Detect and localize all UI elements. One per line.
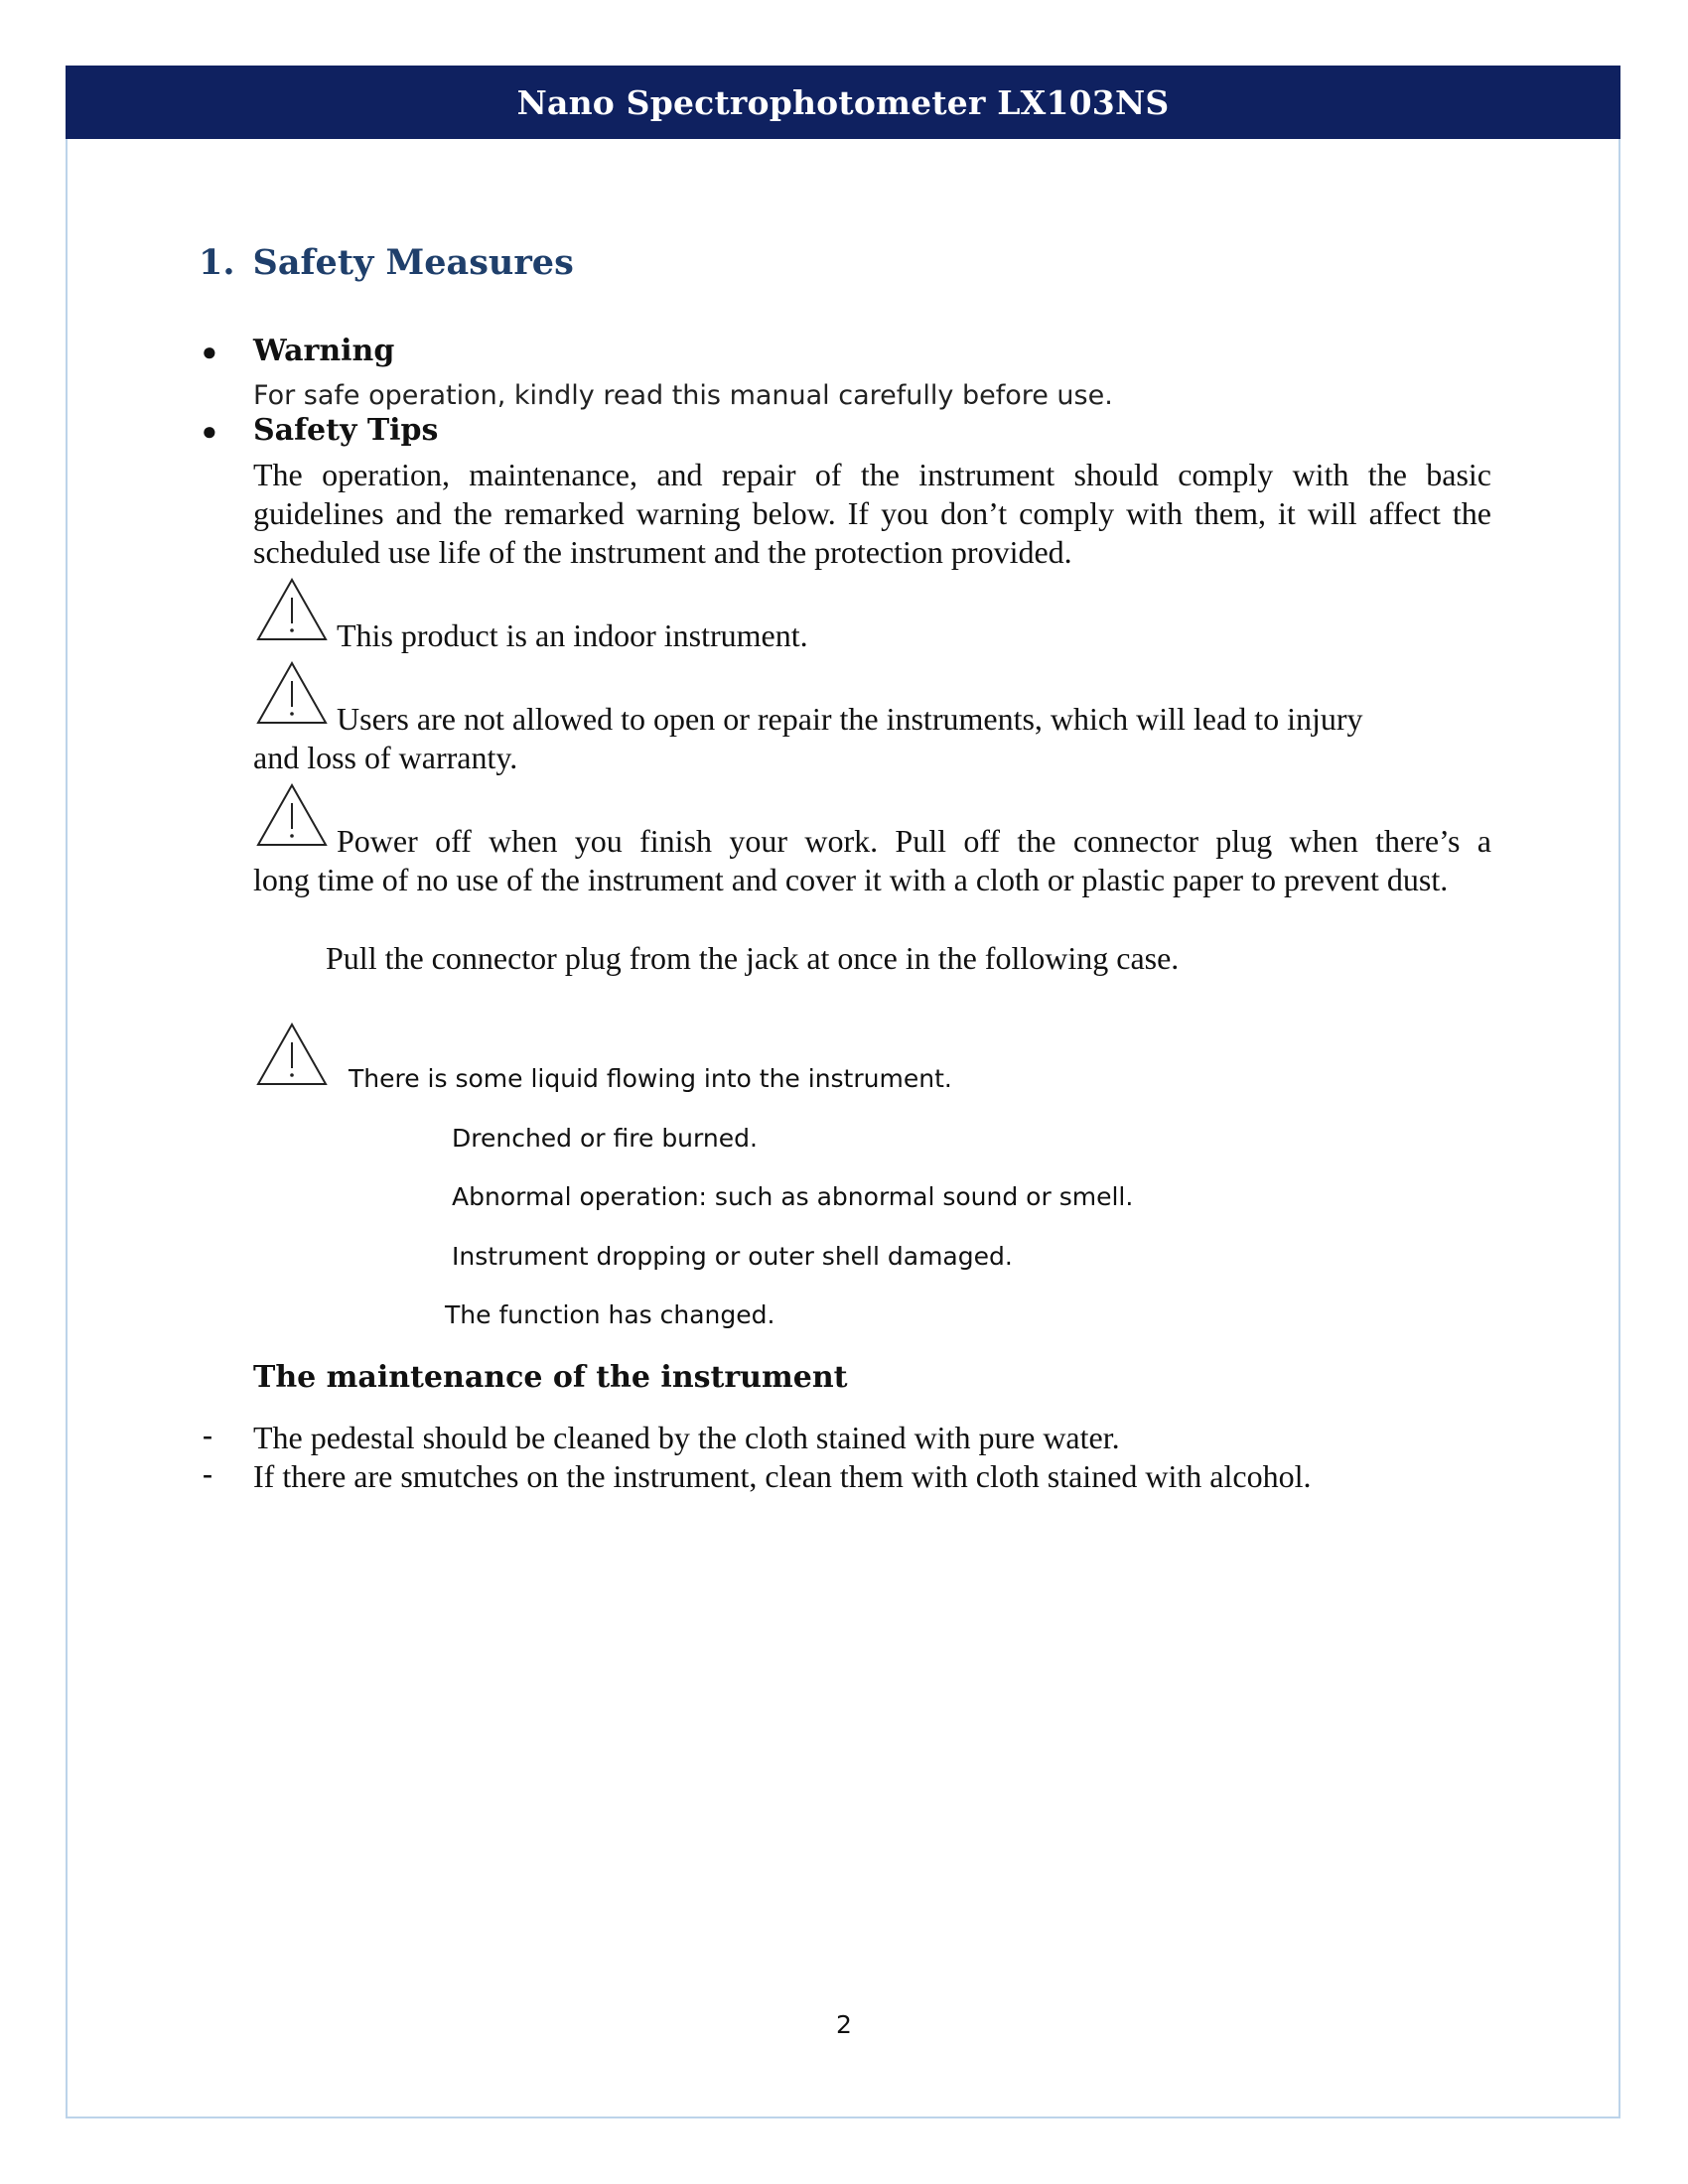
safety-tips-intro: The operation, maintenance, and repair of the instrument should comply with the basic guidelines and the remarked warning below. If you don’t comply with them, it will affect the scheduled use life of the instrument and the protection provided. xyxy=(253,457,1491,570)
bullet-dot-icon: ● xyxy=(202,417,217,446)
case-item: The function has changed. xyxy=(445,1300,775,1329)
warning-triangle-icon xyxy=(256,1023,328,1088)
section-title xyxy=(199,242,574,283)
pull-plug-instruction: Pull the connector plug from the jack at once in the following case. xyxy=(326,940,1180,976)
page-number: 2 xyxy=(836,2010,852,2039)
safety-item-indoor: This product is an indoor instrument. xyxy=(337,617,808,653)
safety-item-power-off: Power off when you finish your work. Pull off the connector plug when there’s a xyxy=(337,823,1491,859)
case-liquid: There is some liquid flowing into the instrument. xyxy=(349,1064,952,1093)
case-item: Drenched or fire burned. xyxy=(452,1124,758,1153)
dash-icon: - xyxy=(203,1419,212,1451)
bullet-dot-icon: ● xyxy=(202,338,217,366)
safety-item-no-repair-cont: and loss of warranty. xyxy=(253,740,518,775)
case-item: Instrument dropping or outer shell damaged. xyxy=(452,1242,1013,1271)
warning-triangle-icon xyxy=(256,578,328,643)
warning-heading: Warning xyxy=(253,334,395,368)
maintenance-item: If there are smutches on the instrument, clean them with cloth stained with alcohol. xyxy=(253,1458,1312,1494)
header-title: Nano Spectrophotometer LX103NS xyxy=(516,82,1170,122)
warning-triangle-icon xyxy=(256,783,328,849)
warning-text: For safe operation, kindly read this manual carefully before use. xyxy=(253,380,1113,411)
dash-icon: - xyxy=(203,1457,212,1490)
section-number: 1. xyxy=(199,242,235,283)
safety-item-no-repair: Users are not allowed to open or repair the instruments, which will lead to injury xyxy=(337,701,1363,737)
case-item: Abnormal operation: such as abnormal sound or smell. xyxy=(452,1182,1134,1211)
maintenance-heading: The maintenance of the instrument xyxy=(253,1360,848,1395)
page-header xyxy=(66,66,1620,139)
safety-tips-heading: Safety Tips xyxy=(253,413,439,448)
section-title-text: Safety Measures xyxy=(252,242,574,283)
maintenance-item: The pedestal should be cleaned by the cloth stained with pure water. xyxy=(253,1420,1120,1455)
safety-item-power-off-cont: long time of no use of the instrument and cover it with a cloth or plastic paper to prevent dust. xyxy=(253,862,1449,897)
warning-triangle-icon xyxy=(256,661,328,727)
